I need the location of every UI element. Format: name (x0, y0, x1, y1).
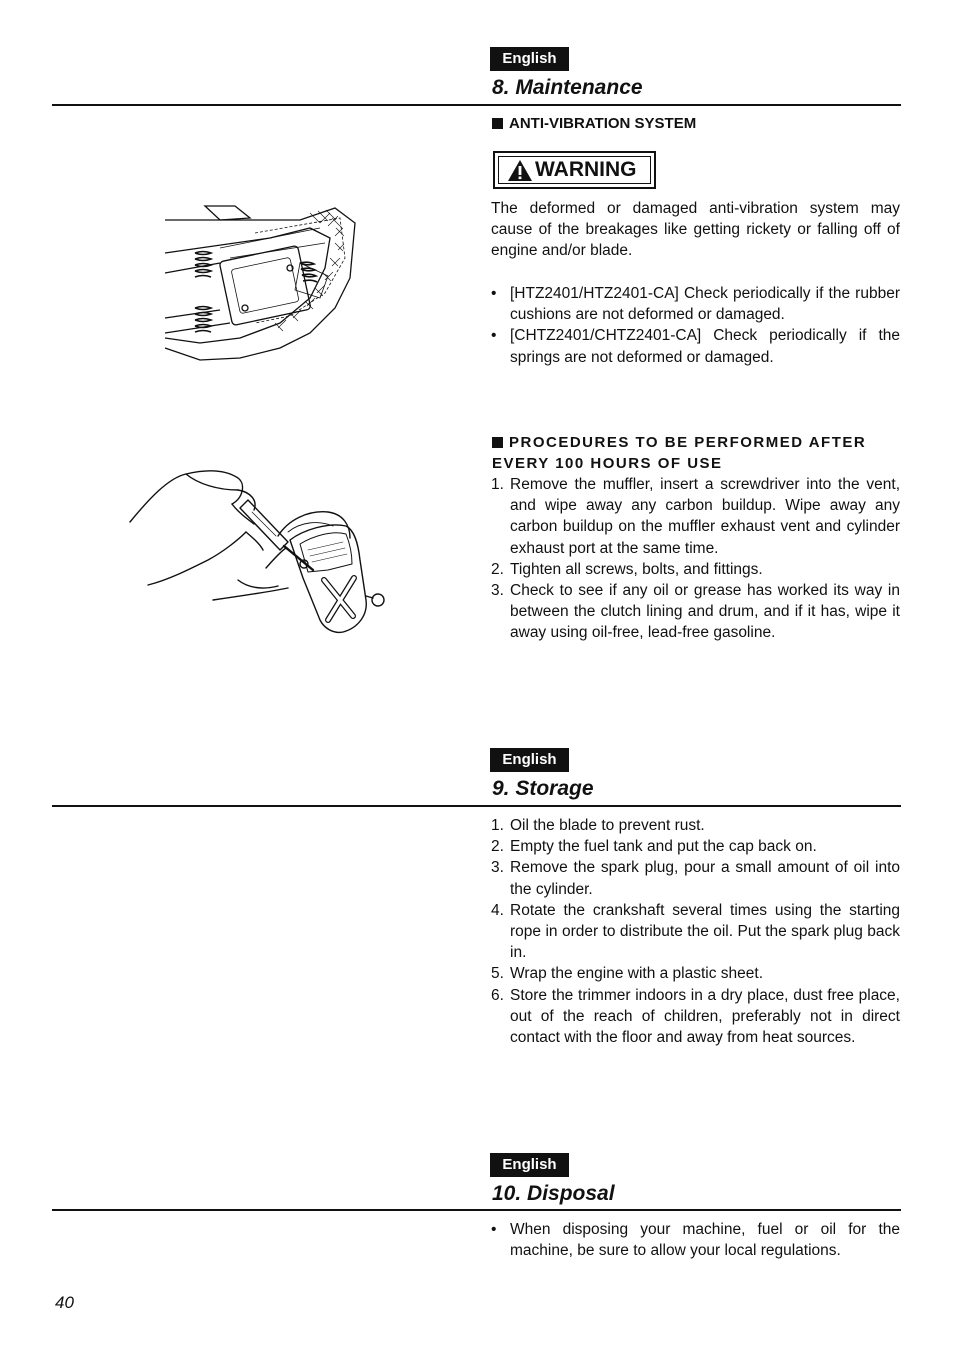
section-title-disposal: 10. Disposal (492, 1182, 615, 1205)
section-rule (52, 1209, 901, 1211)
list-item: 2. Tighten all screws, bolts, and fittings. (491, 560, 763, 578)
list-item: 6. Store the trimmer indoors in a dry place, dust free place, out of the reach of children, preferably not in direct contact with the floor and away from heat sources. (491, 986, 900, 1047)
list-item: 1. Oil the blade to prevent rust. (491, 817, 705, 834)
language-badge: English (490, 1153, 569, 1177)
disposal-bullets (491, 1219, 900, 1261)
anti-vibration-bullets (491, 283, 900, 368)
list-item: 2. Empty the fuel tank and put the cap back on. (491, 838, 817, 856)
procedures-steps (491, 474, 900, 644)
language-badge: English (490, 47, 569, 71)
muffler-cleaning-illustration (128, 460, 390, 640)
storage-steps (491, 815, 900, 1048)
section-rule (52, 805, 901, 807)
warning-box (493, 151, 656, 189)
heading-procedures: PROCEDURES TO BE PERFORMED AFTER EVERY 100 HOURS OF USE (492, 434, 867, 472)
list-item: • When disposing your machine, fuel or oil for the machine, be sure to allow your local regulations. (491, 1221, 900, 1260)
list-item: 1. Remove the muffler, insert a screwdriver into the vent, and wipe away any carbon buildup. Wipe away any carbon buildup on the muffler exhaust vent and cylinder exhaust port at the same time. (491, 476, 900, 557)
list-item: 3. Remove the spark plug, pour a small amount of oil into the cylinder. (491, 859, 900, 898)
list-item: 3. Check to see if any oil or grease has worked its way in between the clutch lining and drum, and if it has, wipe it away using oil-free, lead-free gasoline. (491, 582, 900, 642)
warning-triangle-icon (507, 159, 533, 182)
square-bullet-icon (492, 118, 503, 129)
list-item: 5. Wrap the engine with a plastic sheet. (491, 965, 764, 983)
list-item: • [HTZ2401/HTZ2401-CA] Check periodically if the rubber cushions are not deformed or damaged. (491, 285, 900, 324)
page-number: 40 (55, 1293, 74, 1312)
heading-anti-vibration: ANTI-VIBRATION SYSTEM (492, 113, 696, 134)
section-title-maintenance: 8. Maintenance (492, 76, 643, 99)
language-badge: English (490, 748, 569, 772)
warning-label: WARNING (535, 158, 637, 181)
anti-vibration-illustration (160, 198, 365, 368)
section-rule (52, 104, 901, 106)
list-item: • [CHTZ2401/CHTZ2401-CA] Check periodically if the springs are not deformed or damaged. (491, 327, 900, 366)
square-bullet-icon (492, 437, 503, 448)
warning-text: The deformed or damaged anti-vibration system may cause of the breakages like getting rickety or falling off of engine and/or blade. (491, 200, 900, 260)
section-title-storage: 9. Storage (492, 777, 594, 800)
list-item: 4. Rotate the crankshaft several times using the starting rope in order to distribute the oil. Put the spark plug back in. (491, 901, 900, 962)
